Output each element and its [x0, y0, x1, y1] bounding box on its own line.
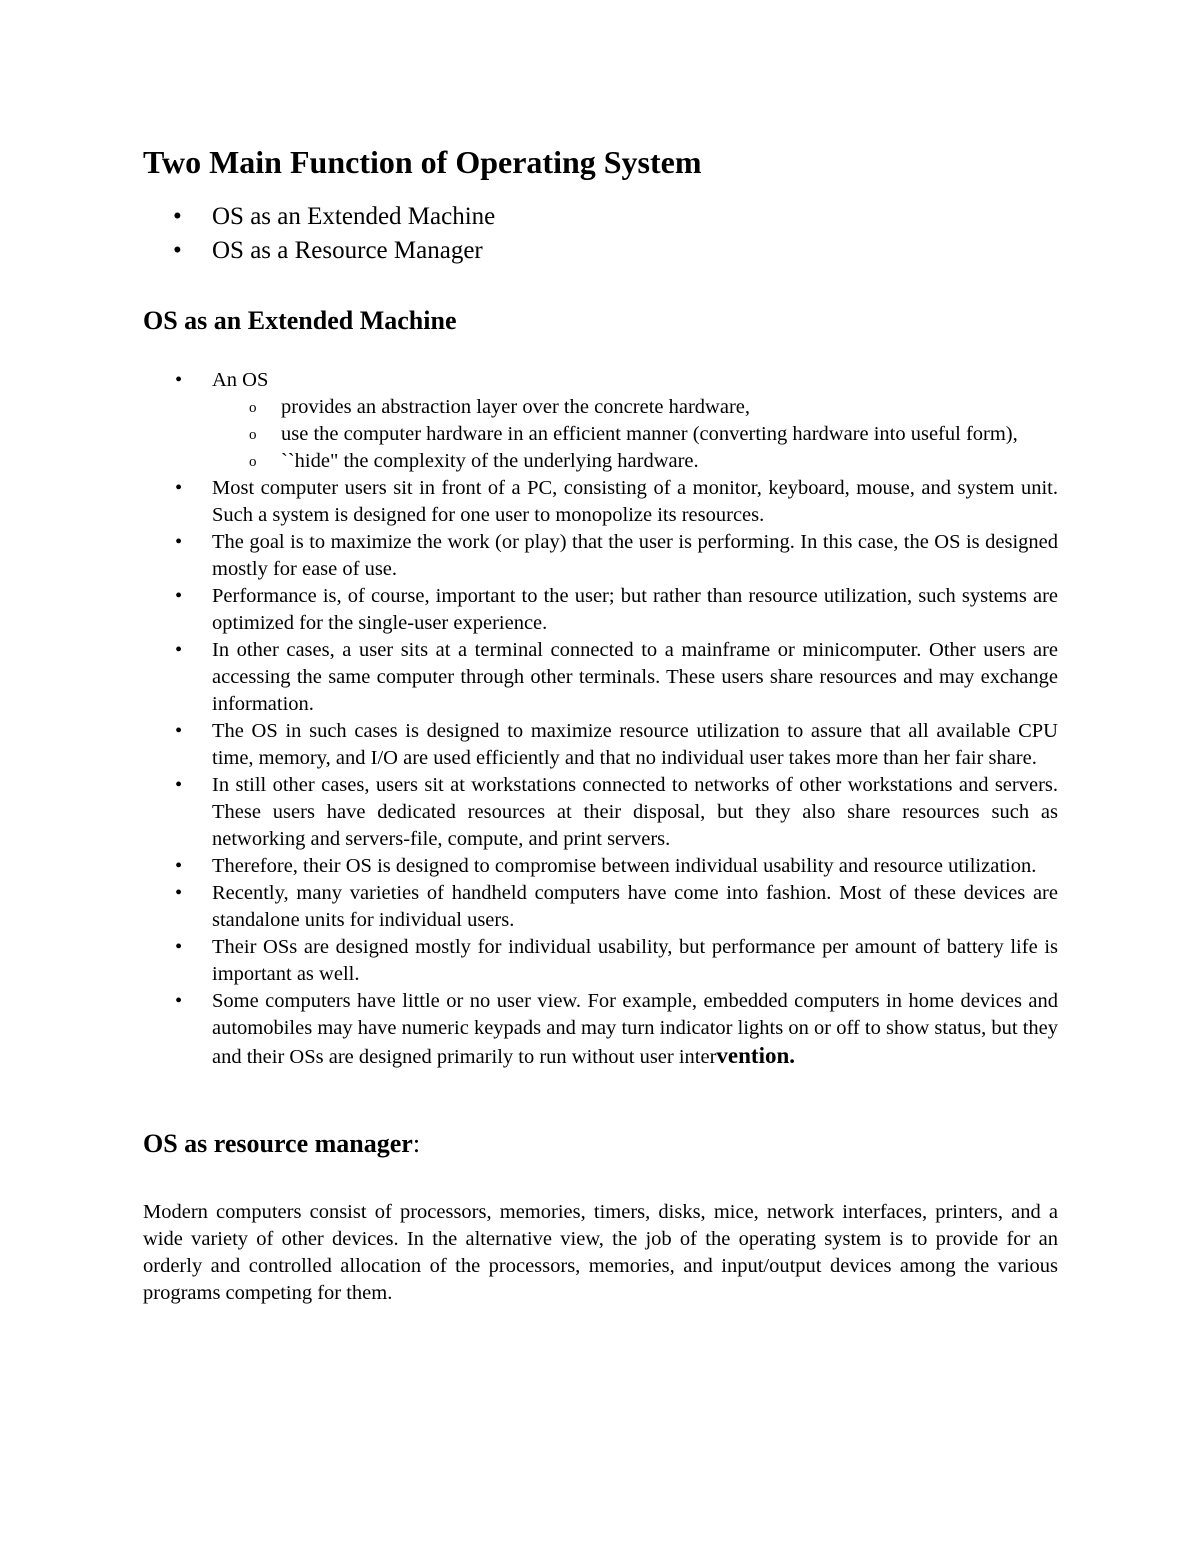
- list-item-text: Some computers have little or no user view. For example, embedded computers in home devices and automobiles may have numeric keypads and may turn indicator lights on or off to show status, but they and their OSs are designed primarily to run without user inter: [212, 990, 1058, 1068]
- resource-manager-paragraph: Modern computers consist of processors, memories, timers, disks, mice, network interfaces, printers, and a wide variety of other devices. In the alternative view, the job of the operating system is to provide for an orderly and controlled allocation of the processors, memories, and input/output devices among the various programs competing for them.: [143, 1201, 1058, 1304]
- list-item: • In other cases, a user sits at a terminal connected to a mainframe or minicomputer. Other users are accessing the same computer through other terminals. These users share resources and may exchange information.: [143, 637, 1058, 718]
- list-item-text-bold: vention.: [716, 1043, 796, 1068]
- sub-list-item: o use the computer hardware in an efficient manner (converting hardware into useful form),: [212, 421, 1058, 448]
- function-item: • OS as an Extended Machine: [143, 200, 1058, 234]
- function-item: • OS as a Resource Manager: [143, 234, 1058, 268]
- page-title: Two Main Function of Operating System: [143, 144, 702, 180]
- list-item: [143, 988, 1058, 1071]
- section-heading-text: OS as resource manager: [143, 1129, 413, 1158]
- list-item: • Therefore, their OS is designed to compromise between individual usability and resource utilization.: [143, 853, 1058, 880]
- sub-list-item: o provides an abstraction layer over the concrete hardware,: [212, 394, 1058, 421]
- sub-list-item: o ``hide" the complexity of the underlying hardware.: [212, 448, 1058, 475]
- list-item: • Performance is, of course, important to the user; but rather than resource utilization, such systems are optimized for the single-user experience.: [143, 583, 1058, 637]
- list-item: • Recently, many varieties of handheld computers have come into fashion. Most of these devices are standalone units for individual users.: [143, 880, 1058, 934]
- document-content: [143, 142, 1058, 1307]
- list-item: • The goal is to maximize the work (or play) that the user is performing. In this case, the OS is designed mostly for ease of use.: [143, 529, 1058, 583]
- functions-list: [143, 200, 1058, 268]
- section-heading-colon: :: [412, 1129, 421, 1158]
- extended-machine-list: [143, 367, 1058, 1071]
- sub-list: [212, 394, 1058, 475]
- list-item: [143, 367, 1058, 475]
- section-heading-extended-machine: OS as an Extended Machine: [143, 306, 457, 335]
- list-item: • Most computer users sit in front of a PC, consisting of a monitor, keyboard, mouse, and system unit. Such a system is designed for one user to monopolize its resources.: [143, 475, 1058, 529]
- list-item: • The OS in such cases is designed to maximize resource utilization to assure that all available CPU time, memory, and I/O are used efficiently and that no individual user takes more than her fair share.: [143, 718, 1058, 772]
- section-heading-resource-manager: [143, 1127, 1058, 1161]
- list-item-text: An OS: [212, 369, 269, 391]
- list-item: • Their OSs are designed mostly for individual usability, but performance per amount of battery life is important as well.: [143, 934, 1058, 988]
- list-item: • In still other cases, users sit at workstations connected to networks of other workstations and servers. These users have dedicated resources at their disposal, but they also share resources such as networking and servers-file, compute, and print servers.: [143, 772, 1058, 853]
